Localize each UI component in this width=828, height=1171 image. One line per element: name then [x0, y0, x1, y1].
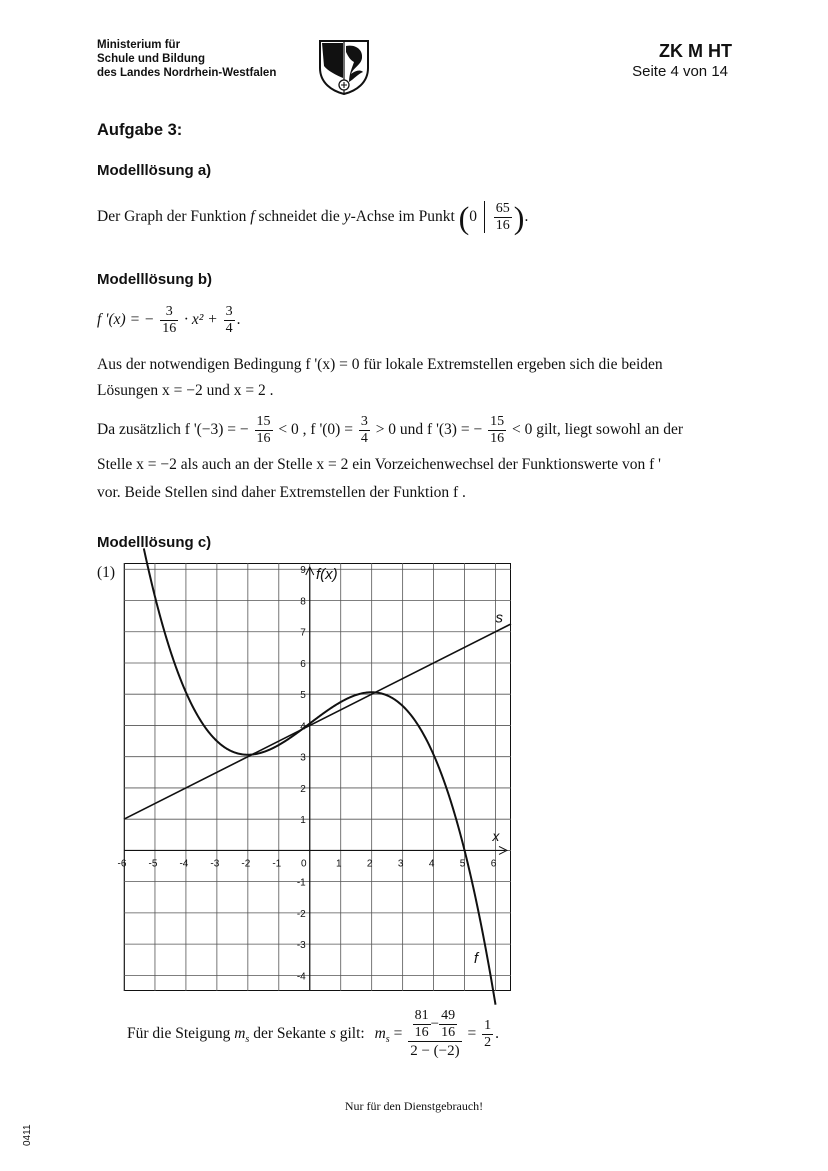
document-number: 0411	[22, 1124, 33, 1146]
series-f-label: f	[473, 949, 479, 967]
task-title: Aufgabe 3:	[97, 121, 183, 139]
part-b-line-1: Aus der notwendigen Bedingung f '(x) = 0 für lokale Extremstellen ergeben sich die beiden	[97, 356, 663, 373]
chart-ticks	[118, 565, 497, 982]
item-label: (1)	[97, 564, 116, 581]
part-b-line-3: Da zusätzlich f '(−3) = − $\frac{15}{16}$ < 0 , f '(0) = $\frac{3}{4}$ > 0 und f '(3) = − $\frac{15}{16}$ < 0 gilt, liegt sowohl an der	[97, 413, 683, 446]
x-tick-label: -3	[210, 858, 220, 870]
chart-curves	[124, 548, 511, 1004]
point-y-fraction: $\frac{65}{16}$	[495, 200, 510, 233]
heading-part-c: Modelllösung c)	[97, 534, 212, 551]
x-tick-label: -4	[179, 858, 189, 870]
x-tick-label: 4	[428, 858, 435, 870]
slope-equation: Für die Steigung $m_s$ der Sekante s gilt: $m_s$ = $\frac{81}{16}$ − $\frac{49}{16}$ 2 − (−2) = $\frac{1}{2}$ .	[127, 1008, 499, 1060]
y-tick-label: 9	[300, 565, 306, 577]
heading-part-a: Modelllösung a)	[97, 162, 212, 179]
part-a-text: Der Graph der Funktion f schneidet die y-Achse im Punkt (0 $\frac{65}{16}$ ).	[97, 199, 529, 236]
chart-axes	[124, 567, 507, 991]
ministry-line-2: Schule und Bildung	[97, 53, 205, 65]
slope-fraction: $\frac{81}{16}$ − $\frac{49}{16}$ 2 − (−2)	[410, 1008, 460, 1060]
chart-grid	[124, 563, 511, 991]
x-tick-label: -1	[272, 858, 282, 870]
x-tick-label: -5	[148, 858, 158, 870]
x-tick-label: 2	[366, 858, 373, 870]
x-tick-label: 3	[397, 858, 404, 870]
chart-frame	[125, 564, 511, 991]
part-b-line-4: Stelle x = −2 als auch an der Stelle x = 2 ein Vorzeichenwechsel der Funktionswerte von f '	[97, 456, 661, 473]
x-tick-label: 5	[459, 858, 466, 870]
y-tick-label: -2	[296, 908, 306, 920]
y-tick-label: -4	[296, 971, 306, 983]
part-b-line-2: Lösungen x = −2 und x = 2 .	[97, 382, 274, 399]
x-tick-label: 0	[300, 858, 307, 870]
y-tick-label: 2	[300, 783, 306, 795]
series-f-curve	[144, 548, 496, 1004]
y-axis-label: f(x)	[315, 566, 338, 583]
y-tick-label: 6	[300, 658, 306, 670]
ministry-line-3: des Landes Nordrhein-Westfalen	[97, 67, 277, 79]
y-tick-label: 1	[300, 815, 306, 827]
function-graph	[117, 563, 511, 991]
series-s-label: s	[495, 609, 504, 627]
x-axis-label: x	[492, 828, 500, 845]
footer-note: Nur für den Dienstgebrauch!	[344, 1099, 484, 1113]
series-s-line	[124, 624, 511, 819]
x-tick-label: 1	[335, 858, 342, 870]
y-tick-label: 5	[300, 690, 306, 702]
y-tick-label: -1	[296, 877, 306, 889]
heading-part-b: Modelllösung b)	[97, 271, 212, 288]
y-tick-label: 4	[300, 721, 306, 733]
nrw-crest-logo	[316, 38, 372, 96]
y-tick-label: 8	[300, 596, 306, 608]
chart-labels	[316, 566, 504, 967]
y-tick-label: 7	[300, 627, 306, 639]
x-tick-label: -6	[117, 858, 127, 870]
ministry-line-1: Ministerium für	[97, 39, 181, 51]
derivative-formula: f '(x) = − $\frac{3}{16}$ · x² + $\frac{3}{4}$ .	[97, 303, 241, 336]
exam-code: ZK M HT	[659, 41, 732, 61]
ministry-name	[97, 38, 276, 80]
x-tick-label: -2	[241, 858, 251, 870]
part-b-line-5: vor. Beide Stellen sind daher Extremstellen der Funktion f .	[97, 484, 466, 501]
y-tick-label: 3	[300, 752, 306, 764]
page-number: Seite 4 von 14	[632, 63, 728, 80]
x-tick-label: 6	[490, 858, 497, 870]
y-tick-label: -3	[296, 940, 306, 952]
